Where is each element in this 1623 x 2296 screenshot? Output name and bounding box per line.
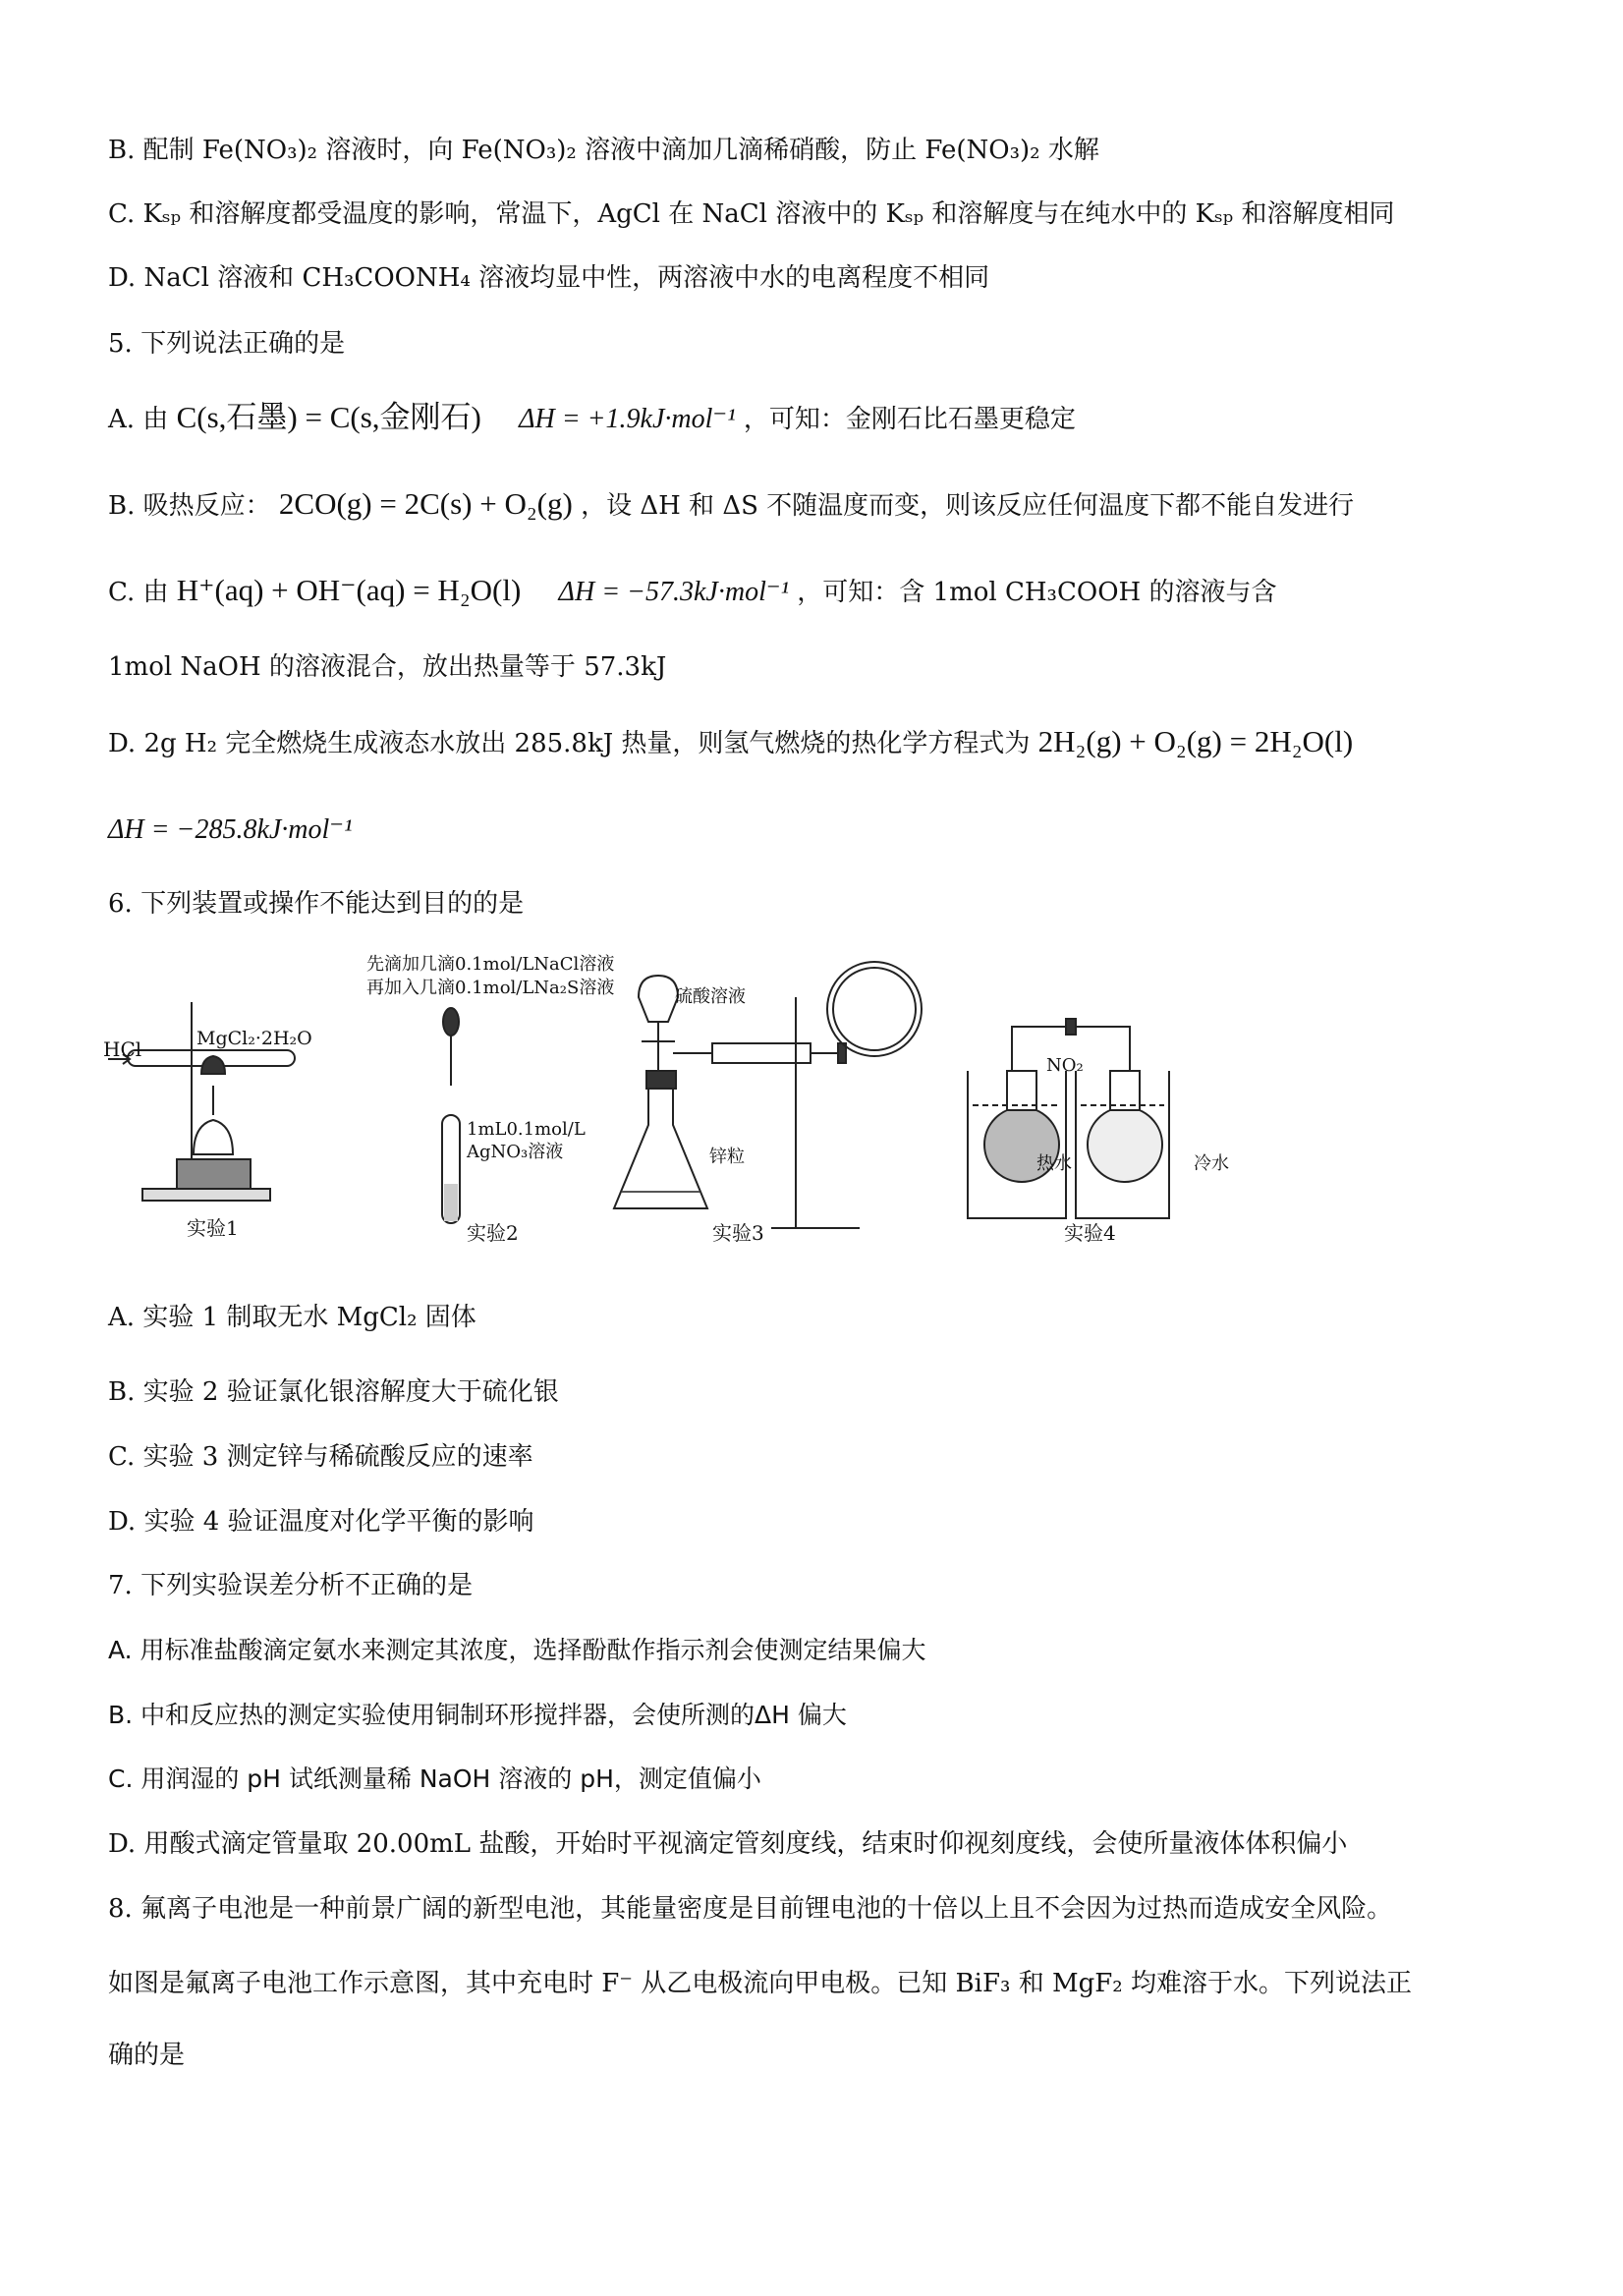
q8-stem-line3: 确的是	[108, 2041, 186, 2070]
q5d-prefix: D. 2g H₂ 完全燃烧生成液态水放出 285.8kJ 热量，则氢气燃烧的热化学方程式为	[108, 729, 1031, 758]
exp2-drop1-label: 先滴加几滴0.1mol/LNaCl溶液	[366, 954, 615, 975]
q7-option-b: B. 中和反应热的测定实验使用铜制环形搅拌器，会使所测的ΔH 偏大	[108, 1701, 847, 1729]
q4-option-c: C. Kₛₚ 和溶解度都受温度的影响，常温下，AgCl 在 NaCl 溶液中的 Kₛₚ 和溶解度与在纯水中的 Kₛₚ 和溶解度相同	[108, 199, 1395, 229]
q5c-suffix: ，可知：含 1mol CH₃COOH 的溶液与含	[797, 578, 1277, 607]
q6-option-b: B. 实验 2 验证氯化银溶解度大于硫化银	[108, 1377, 559, 1407]
q6-option-d: D. 实验 4 验证温度对化学平衡的影响	[108, 1507, 534, 1537]
q5d-equation: 2H₂(g) + O₂(g) = 2H₂O(l)	[1037, 724, 1354, 758]
exp1-hcl-label: HCl	[103, 1037, 142, 1061]
q7-stem: 7. 下列实验误差分析不正确的是	[108, 1571, 474, 1600]
q5b-equation: 2CO(g) = 2C(s) + O₂(g)	[278, 486, 573, 521]
q5b-suffix: ，设 ΔH 和 ΔS 不随温度而变，则该反应任何温度下都不能自发进行	[581, 491, 1355, 521]
q6-option-c: C. 实验 3 测定锌与稀硫酸反应的速率	[108, 1442, 533, 1472]
exp1-reagent-label: MgCl₂·2H₂O	[196, 1028, 312, 1049]
q5b-prefix: B. 吸热反应：	[108, 491, 271, 521]
q5-option-d-enthalpy: ΔH = −285.8kJ·mol⁻¹	[108, 814, 353, 845]
apparatus-diagram	[103, 948, 1229, 1253]
q5-option-d	[108, 725, 1353, 760]
q5-stem: 5. 下列说法正确的是	[108, 329, 346, 359]
q5-option-a	[108, 401, 1076, 436]
q5c-equation: H⁺(aq) + OH⁻(aq) = H₂O(l)	[176, 573, 522, 607]
q5a-suffix: ，可知：金刚石比石墨更稳定	[743, 405, 1076, 434]
exp4-caption: 实验4	[1064, 1221, 1116, 1245]
q5c-prefix: C. 由	[108, 578, 169, 607]
experiment-3-apparatus	[614, 962, 922, 1228]
q4-option-d: D. NaCl 溶液和 CH₃COONH₄ 溶液均显中性，两溶液中水的电离程度不相同	[108, 263, 990, 293]
q5a-equation: C(s,石墨) = C(s,金刚石)	[176, 400, 481, 434]
exp4-hot-label: 热水	[1036, 1153, 1072, 1174]
q5a-enthalpy: ΔH = +1.9kJ·mol⁻¹	[519, 404, 736, 434]
q6-apparatus-figure	[103, 948, 1229, 1253]
exp2-caption: 实验2	[467, 1221, 519, 1245]
q5a-prefix: A. 由	[108, 405, 169, 434]
q7-option-d: D. 用酸式滴定管量取 20.00mL 盐酸，开始时平视滴定管刻度线，结束时仰视刻度线，会使所量液体体积偏小	[108, 1829, 1348, 1859]
experiment-4-apparatus	[968, 1019, 1169, 1218]
q7-option-a: A. 用标准盐酸滴定氨水来测定其浓度，选择酚酞作指示剂会使测定结果偏大	[108, 1636, 926, 1664]
experiment-2-apparatus	[442, 1008, 460, 1223]
q5c-enthalpy: ΔH = −57.3kJ·mol⁻¹	[558, 577, 790, 607]
exp4-cold-label: 冷水	[1194, 1153, 1229, 1174]
exp3-caption: 实验3	[712, 1221, 764, 1245]
exp2-tube-line2: AgNO₃溶液	[467, 1142, 564, 1162]
q5-option-c-cont: 1mol NaOH 的溶液混合，放出热量等于 57.3kJ	[108, 652, 667, 682]
exp2-drop2-label: 再加入几滴0.1mol/LNa₂S溶液	[366, 978, 615, 998]
q8-stem-line1: 8. 氟离子电池是一种前景广阔的新型电池，其能量密度是目前锂电池的十倍以上且不会因为过热而造成安全风险。	[108, 1894, 1393, 1924]
q5-option-b	[108, 487, 1354, 523]
exp2-tube-line1: 1mL0.1mol/L	[467, 1119, 586, 1140]
q6-stem: 6. 下列装置或操作不能达到目的的是	[108, 889, 525, 919]
q6-option-a: A. 实验 1 制取无水 MgCl₂ 固体	[108, 1303, 476, 1332]
exp3-zinc-label: 锌粒	[709, 1147, 745, 1167]
exp3-acid-label: 硫酸溶液	[675, 986, 746, 1007]
q8-stem-line2: 如图是氟离子电池工作示意图，其中充电时 F⁻ 从乙电极流向甲电极。已知 BiF₃ 和 MgF₂ 均难溶于水。下列说法正	[108, 1969, 1412, 1998]
q4-option-b: B. 配制 Fe(NO₃)₂ 溶液时，向 Fe(NO₃)₂ 溶液中滴加几滴稀硝酸，防止 Fe(NO₃)₂ 水解	[108, 136, 1099, 165]
q5-option-c	[108, 574, 1276, 609]
exp4-gas-label: NO₂	[1046, 1055, 1084, 1076]
exp1-caption: 实验1	[187, 1216, 239, 1240]
q7-option-c: C. 用润湿的 pH 试纸测量稀 NaOH 溶液的 pH，测定值偏小	[108, 1764, 761, 1793]
